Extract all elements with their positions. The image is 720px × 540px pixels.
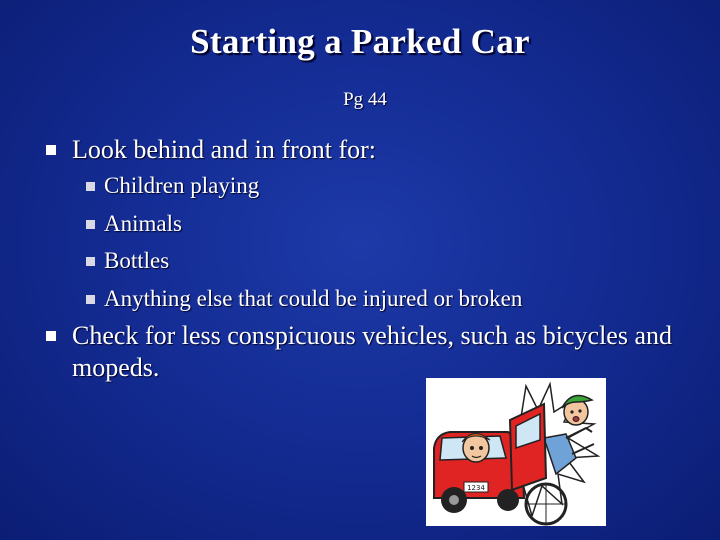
car-door-cyclist-icon <box>426 378 606 526</box>
sub-bullet-text: Bottles <box>104 248 170 273</box>
square-bullet-icon <box>86 220 95 229</box>
square-bullet-icon <box>46 331 56 341</box>
square-bullet-icon <box>46 145 56 155</box>
sub-bullet-text: Children playing <box>104 173 260 198</box>
bullet-text: Check for less conspicuous vehicles, such as bicycles and mopeds. <box>72 321 673 382</box>
square-bullet-icon <box>86 295 95 304</box>
slide-title: Starting a Parked Car <box>190 22 530 61</box>
sub-bullet-text: Anything else that could be injured or broken <box>104 285 523 311</box>
square-bullet-icon <box>86 182 95 191</box>
car-door-cyclist-illustration <box>426 378 606 526</box>
sub-bullet-text: Animals <box>104 210 182 236</box>
bullet-text: Look behind and in front for: <box>72 135 376 164</box>
square-bullet-icon <box>86 257 95 266</box>
license-plate-text: 1234 <box>467 484 485 492</box>
slide-subtitle: Pg 44 <box>343 89 387 110</box>
